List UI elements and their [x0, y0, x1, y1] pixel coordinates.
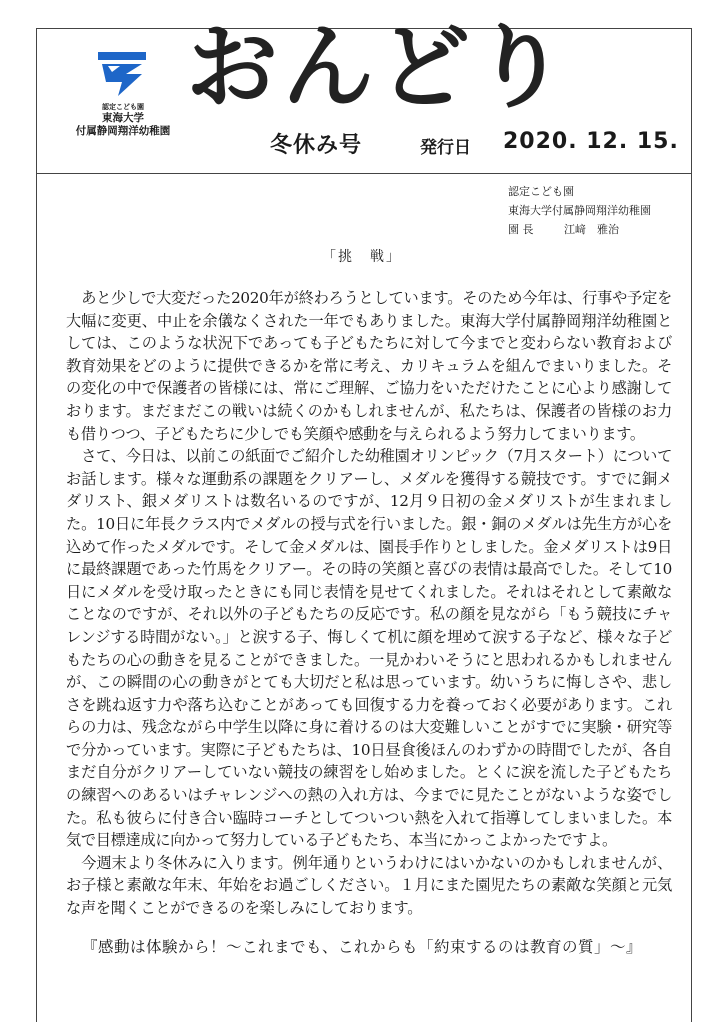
school-type: 認定こども園	[102, 103, 144, 111]
school-logo-icon	[98, 52, 146, 96]
issuer-line1: 認定こども園	[508, 185, 574, 198]
issuer-name: 江﨑 雅治	[564, 223, 619, 236]
article-title: 「挑 戦」	[322, 249, 402, 265]
school-name-line2: 付属静岡翔洋幼稚園	[75, 125, 171, 137]
issue-date-label: 発行日	[420, 138, 471, 158]
issuer-line2: 東海大学付属静岡翔洋幼稚園	[508, 204, 651, 217]
issuer-principal	[508, 220, 651, 239]
motto: 『感動は体験から！～これまでも、これからも「約束するのは教育の質」～』	[81, 938, 642, 956]
article-paragraph: さて、今日は、以前この紙面でご紹介した幼稚園オリンピック（7月スタート）についてお話します。様々な運動系の課題をクリアーし、メダルを獲得する競技です。すでに銅メダリスト、銀メダリストは数名いるのですが、12月９日初の金メダリストが生まれました。10日に年長クラス内でメダルの授与式を行いました。銀・銅のメダルは先生方が心を込めて作ったメダルです。そして金メダルは、園長手作りとしました。金メダリストは9日に最終課題であった竹馬をクリアー。その時の笑顔と喜びの表情は最高でした。そして10日にメダルを受け取ったときにも同じ表情を見せてくれました。それはそれとして素敵なことなのですが、それ以外の子どもたちの反応です。私の顔を見ながら「もう競技にチャレンジする時間がない。」と涙する子、悔しくて机に顔を埋めて涙する子など、様々な子どもたちの心の動きを見ることができました。一見かわいそうにと思われるかもしれませんが、この瞬間の心の動きがとても大切だと私は思っています。幼いうちに悔しさや、悲しさを跳ね返す力や落ち込むことがあっても回復する力を養っておく必要があります。これらの力は、残念ながら中学生以降に身に着けるのは大変難しいことがすでに実験・研究等で分かっています。実際に子どもたちは、10日昼食後ほんのわずかの時間でしたが、各自まだ自分がクリアーしていない競技の練習をし始めました。とくに涙を流した子どもたちの練習へのあるいはチャレンジへの熱の入れ方は、今までに見たことがないような姿でした。私も彼らに付き合い臨時コーチとしてついつい熱を入れて指導してしまいました。本気で目標達成に向かって努力している子どもたち、本当にかっこよかったですよ。	[66, 447, 672, 850]
article-paragraph: あと少しで大変だった2020年が終わろうとしています。そのため今年は、行事や予定を大幅に変更、中止を余儀なくされた一年でもありました。東海大学付属静岡翔洋幼稚園としては、このような状況下であっても子どもたちに対して今までと変わらない教育および教育効果をどのように提供できるかを常に考え、カリキュラムを組んでまいりました。その変化の中で保護者の皆様には、常にご理解、ご協力をいただけたことに心より感謝しております。まだまだこの戦いは続くのかもしれませんが、私たちは、保護者の皆様のお力も借りつつ、子どもたちに少しでも笑顔や感動を与えられるよう努力してまいります。	[66, 289, 672, 443]
issuer-role: 園 長	[508, 223, 534, 236]
issue-date: 2020. 12. 15.	[503, 129, 679, 154]
issue-name: 冬休み号	[270, 133, 363, 158]
newsletter-title: おんどり	[186, 14, 571, 121]
article-body	[66, 287, 672, 920]
school-name-line1: 東海大学	[102, 112, 144, 124]
school-badge	[62, 103, 184, 138]
article-paragraph: 今週末より冬休みに入ります。例年通りというわけにはいかないのかもしれませんが、お子様と素敵な年末、年始をお過ごしください。１月にまた園児たちの素敵な笑顔と元気な声を聞くことができるのを楽しみにしております。	[66, 853, 672, 918]
issuer-block	[508, 182, 651, 239]
